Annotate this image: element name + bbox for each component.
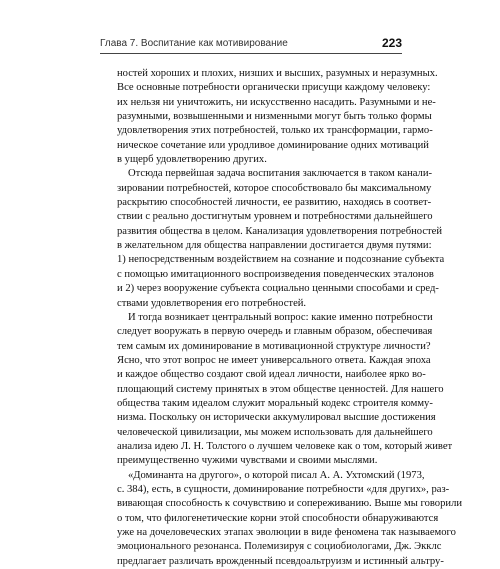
- text-line: анализа идею Л. Н. Толстого о лучшем человеке как о том, который живет: [117, 440, 453, 452]
- text-line: Все основные потребности органически присущи каждому человеку:: [117, 82, 431, 94]
- text-line: ствии с реально достигнутым уровнем и потребностями дальнейшего: [117, 211, 433, 223]
- text-line: эмоционального резонанса. Полемизируя с социобиологами, Дж. Экклс: [117, 541, 442, 553]
- text-line: о том, что филогенетические корни этой способности обнаруживаются: [117, 512, 439, 524]
- chapter-title: Глава 7. Воспитание как мотивирование: [100, 38, 288, 49]
- text-line: ническое сочетание или уродливое доминирование одних мотиваций: [117, 139, 429, 151]
- text-line: «Доминанта на другого», о которой писал А. А. Ухтомский (1973,: [128, 469, 425, 481]
- text-line: ствами удовлетворения его потребностей.: [117, 297, 307, 309]
- text-line: в желательном для общества направлении достигается двумя путями:: [117, 240, 432, 252]
- text-line: площающий систему принятых в этом обществе ценностей. Для нашего: [117, 383, 444, 395]
- text-line: и каждое общество создают свой идеал личности, наиболее ярко во-: [117, 369, 426, 381]
- text-line: тем самым их доминирование в мотивационной структуре личности?: [117, 340, 431, 352]
- text-line: низма. Поскольку он исторически аккумулировал высшие достижения: [117, 412, 436, 424]
- text-line: зировании потребностей, которое способствовало бы максимальному: [117, 182, 432, 194]
- text-line: развития общества в целом. Канализация удовлетворения потребностей: [117, 225, 443, 237]
- text-line: Отсюда первейшая задача воспитания заключается в таком канали-: [128, 168, 433, 180]
- text-line: преимущественно чужими чувствами и своими мыслями.: [117, 455, 378, 467]
- text-line: ностей хороших и плохих, низших и высших, разумных и неразумных.: [117, 68, 438, 79]
- body-text: [117, 67, 463, 569]
- text-line: предлагает различать врожденный псевдоальтруизм и истинный альтру-: [117, 555, 444, 567]
- running-header: [100, 35, 402, 55]
- header-rule: [100, 53, 402, 54]
- text-line: их нельзя ни уничтожить, ни искусственно насадить. Разумными и не-: [117, 96, 436, 108]
- text-line: следует вооружать в первую очередь и главным образом, обеспечивая: [117, 326, 433, 338]
- text-line: уже на дочеловеческих этапах эволюции в виде феномена так называемого: [117, 527, 456, 538]
- text-line: удовлетворения этих потребностей, только их трансформации, гармо-: [117, 125, 433, 137]
- text-line: раскрытию способностей личности, ее развитию, находясь в соответ-: [117, 197, 432, 209]
- text-line: с помощью имитационного воспроизведения поведенческих эталонов: [117, 268, 434, 280]
- text-line: в ущерб удовлетворению других.: [117, 154, 267, 166]
- text-line: Ясно, что этот вопрос не имеет универсального ответа. Каждая эпоха: [117, 354, 431, 366]
- page-number: 223: [381, 36, 402, 50]
- text-line: и 2) через вооружение субъекта социально ценными способами и сред-: [117, 283, 439, 295]
- text-line: разумными, возвышенными и низменными могут быть только формы: [117, 111, 432, 123]
- text-line: с. 384), есть, в сущности, доминирование потребности «для других», раз-: [117, 483, 450, 495]
- text-line: 1) непосредственным воздействием на сознание и подсознание субъекта: [117, 254, 445, 266]
- text-line: И тогда возникает центральный вопрос: какие именно потребности: [128, 311, 433, 323]
- text-line: человеческой цивилизации, мы можем использовать для дальнейшего: [117, 426, 433, 438]
- text-line: общества таким идеалом служит моральный кодекс строителя комму-: [117, 397, 433, 409]
- text-line: вивающая способность к сочувствию и сопереживанию. Выше мы говорили: [117, 498, 463, 510]
